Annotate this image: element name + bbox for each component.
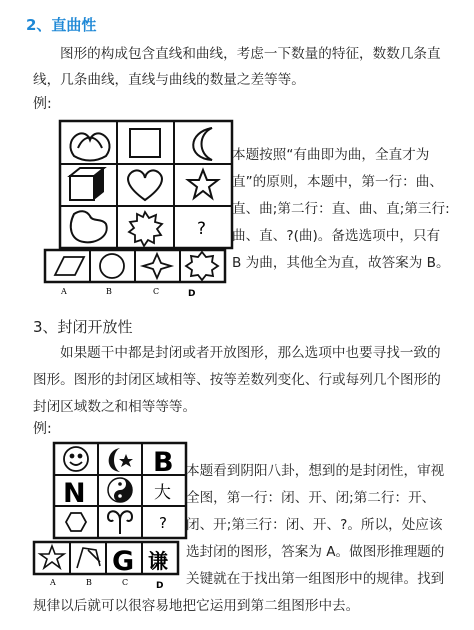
option-c-letter-g: G (112, 546, 135, 577)
crescent-shape (193, 128, 212, 160)
smiley-shape (64, 447, 88, 471)
option-a-parallelogram (55, 257, 84, 275)
option-label-c: C (153, 287, 160, 296)
section2-intro-line2: 线，几条曲线，直线与曲线的数量之差等等。 (33, 72, 305, 88)
explain-line: 关键就在于找出第一组图形中的规律。找到 (186, 571, 445, 587)
square-shape (130, 129, 160, 157)
option-b-circle (100, 254, 124, 278)
letter-n: N (63, 478, 86, 509)
explain-line: 选封闭的图形，答案为 A。做图形推理题的 (186, 544, 445, 560)
section2-heading: 2、直曲性 (26, 16, 97, 34)
option-b-open-shape (77, 548, 100, 568)
section3-explanation-last: 规律以后就可以很容易地把它运用到第二组图形中去。 (33, 598, 360, 614)
section2-figure-grid (40, 118, 240, 303)
hexagon-shape (66, 513, 86, 531)
star-shape (188, 170, 218, 198)
heart-shape (128, 170, 162, 200)
section2-example-label: 例: (33, 96, 52, 112)
section3-explanation (186, 458, 474, 593)
explain-line: 直”的原则，本题中，第一行：曲、 (232, 174, 443, 190)
aries-shape (108, 511, 132, 534)
crescent-star-shape (109, 448, 133, 472)
option-label-d: D (188, 289, 196, 299)
intro-line: 图形。图形的封闭区域相等、按等差数列变化、行或每列几个图形的 (33, 372, 441, 388)
trefoil-shape (70, 133, 109, 160)
section3-intro (33, 340, 473, 421)
char-da: 大 (154, 483, 171, 503)
starburst-shape (129, 212, 162, 246)
explain-line: 全图，第一行：闭、开、闭;第二行：开、 (186, 490, 436, 506)
option-label-a: A (61, 287, 67, 296)
intro-line: 封闭区域数之和相等等等。 (33, 399, 197, 415)
question-mark: ? (159, 514, 167, 532)
cube-shape (70, 168, 104, 200)
section3-heading: 3、封闭开放性 (33, 318, 133, 336)
option-a-star (40, 546, 64, 568)
explain-line: 本题看到阴阳八卦，想到的是封闭性，审视 (186, 463, 445, 479)
option-d-char-qian: 谦 (148, 549, 168, 573)
explain-line: 本题按照“有曲即为曲，全直才为 (232, 147, 430, 163)
letter-b: B (153, 447, 174, 478)
curved-shape (71, 211, 107, 242)
option-label-d: D (156, 581, 164, 590)
section3-example-label: 例: (33, 421, 52, 437)
explain-line: B 为曲，其他全为直，故答案为 B。 (232, 255, 450, 271)
option-label-c: C (122, 578, 129, 587)
option-d-octagram (186, 252, 218, 280)
option-label-a: A (50, 578, 56, 587)
explain-line: 曲、直、?(曲)。备选选项中，只有 (232, 228, 441, 244)
option-label-b: B (86, 578, 92, 587)
explain-line: 直、曲;第二行：直、曲、直;第三行: (232, 201, 450, 217)
section2-intro-line1: 图形的构成包含直线和曲线，考虑一下数量的特征，数数几条直 (60, 46, 441, 62)
explain-line: 闭、开;第三行：闭、开、?。所以，处应该 (186, 517, 443, 533)
intro-line: 如果题干中都是封闭或者开放图形，那么选项中也要寻找一致的 (60, 345, 441, 361)
question-mark: ? (197, 219, 207, 239)
yin-yang-shape (108, 478, 132, 502)
option-c-star4 (143, 254, 171, 278)
section3-figure-grid (30, 440, 190, 590)
section2-explanation (232, 142, 472, 277)
option-label-b: B (106, 287, 112, 296)
